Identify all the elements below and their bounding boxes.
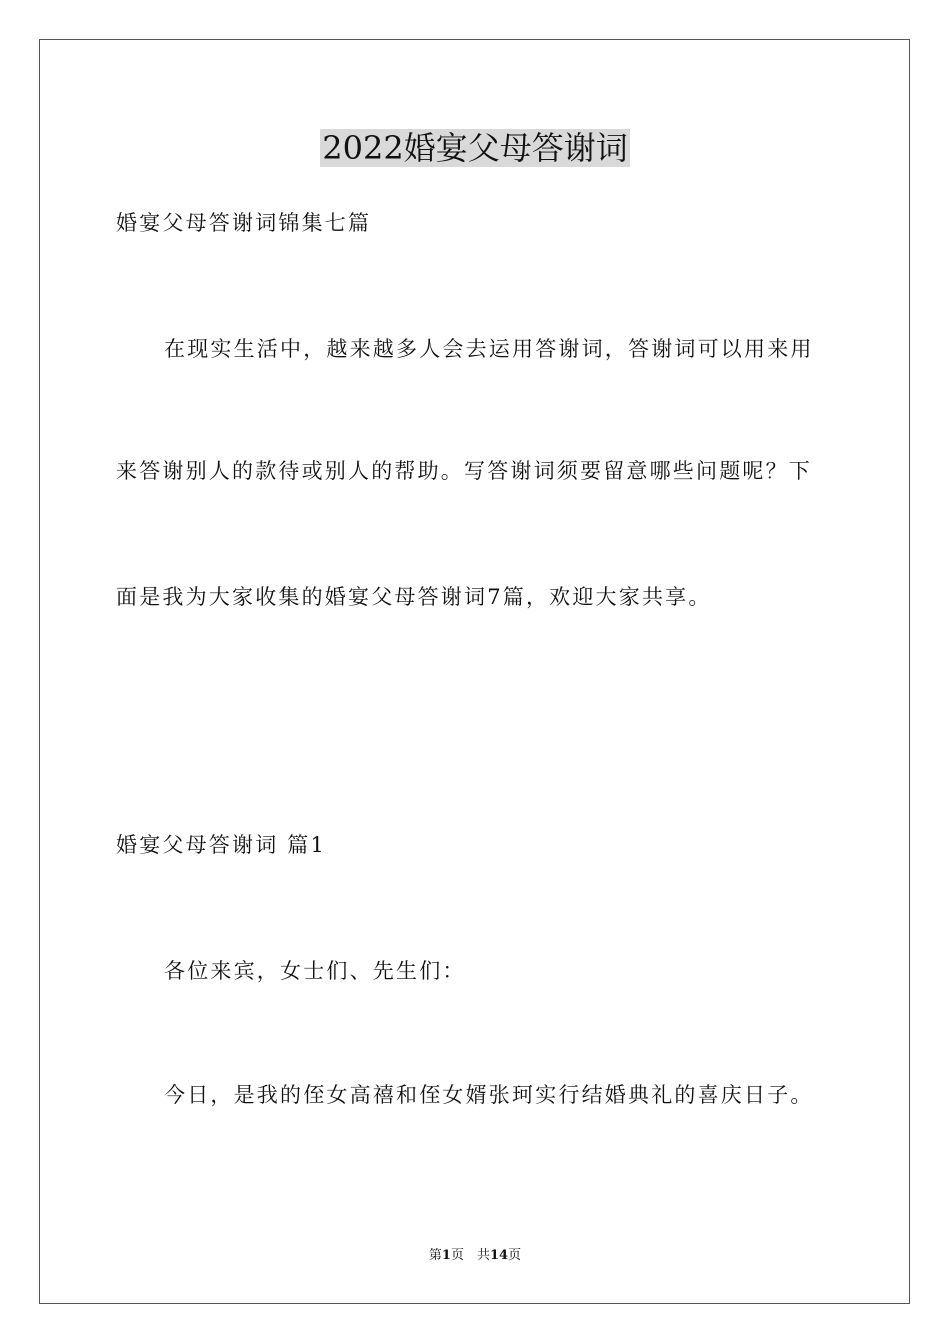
- footer-page-suffix: 页: [508, 1248, 522, 1263]
- document-subtitle: 婚宴父母答谢词锦集七篇: [116, 211, 372, 235]
- footer-page-prefix: 第: [428, 1248, 442, 1263]
- section-heading: 婚宴父母答谢词 篇1: [116, 833, 327, 857]
- intro-line-2: 来答谢别人的款待或别人的帮助。写答谢词须要留意哪些问题呢？下: [116, 459, 812, 483]
- footer-page-mid: 页 共: [450, 1248, 490, 1263]
- document-title: [0, 128, 950, 168]
- footer-total-pages: 14: [489, 1248, 509, 1263]
- body-line-1: 各位来宾，女士们、先生们：: [164, 959, 466, 983]
- footer-page-number: 1: [441, 1248, 451, 1263]
- intro-line-1: 在现实生活中，越来越多人会去运用答谢词，答谢词可以用来用: [164, 337, 814, 361]
- page-footer: [0, 1247, 950, 1265]
- document-title-text: 2022婚宴父母答谢词: [322, 129, 628, 167]
- intro-line-3: 面是我为大家收集的婚宴父母答谢词7篇，欢迎大家共享。: [116, 585, 712, 609]
- body-line-2: 今日，是我的侄女高禧和侄女婿张珂实行结婚典礼的喜庆日子。: [164, 1083, 814, 1107]
